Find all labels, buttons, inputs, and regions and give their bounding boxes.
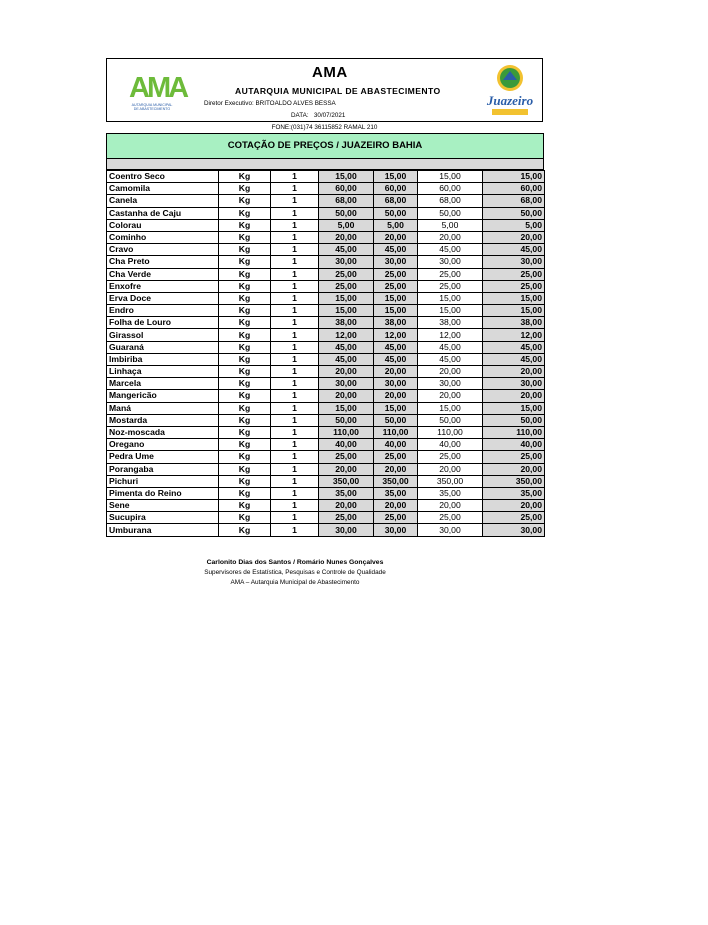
header-full-title: AUTARQUIA MUNICIPAL DE ABASTECIMENTO xyxy=(235,86,441,96)
price-3-cell: 45,00 xyxy=(418,341,483,353)
item-name: Mangericão xyxy=(107,390,219,402)
price-3-cell: 110,00 xyxy=(418,426,483,438)
signature-org: AMA – Autarquia Municipal de Abastecimento xyxy=(230,579,360,586)
signature-role: Supervisores de Estatística, Pesquisas e Controle de Qualidade xyxy=(204,569,386,576)
price-1-cell: 45,00 xyxy=(319,244,374,256)
quantity-cell: 1 xyxy=(271,305,319,317)
average-price-cell: 15,00 xyxy=(483,292,545,304)
price-3-cell: 35,00 xyxy=(418,487,483,499)
table-row xyxy=(107,292,545,304)
price-2-cell: 12,00 xyxy=(374,329,418,341)
quantity-cell: 1 xyxy=(271,256,319,268)
table-row xyxy=(107,524,545,536)
quantity-cell: 1 xyxy=(271,292,319,304)
average-price-cell: 45,00 xyxy=(483,244,545,256)
item-name: Pedra Ume xyxy=(107,451,219,463)
price-3-cell: 25,00 xyxy=(418,512,483,524)
price-1-cell: 20,00 xyxy=(319,231,374,243)
price-3-cell: 20,00 xyxy=(418,390,483,402)
item-name: Imbiriba xyxy=(107,353,219,365)
juazeiro-logo xyxy=(479,62,541,120)
quantity-cell: 1 xyxy=(271,463,319,475)
item-name: Marcela xyxy=(107,378,219,390)
table-row xyxy=(107,353,545,365)
price-1-cell: 45,00 xyxy=(319,341,374,353)
average-price-cell: 20,00 xyxy=(483,231,545,243)
quantity-cell: 1 xyxy=(271,378,319,390)
unit-cell: Kg xyxy=(219,244,271,256)
price-2-cell: 25,00 xyxy=(374,280,418,292)
average-price-cell: 25,00 xyxy=(483,280,545,292)
average-price-cell: 350,00 xyxy=(483,475,545,487)
price-3-cell: 30,00 xyxy=(418,256,483,268)
price-3-cell: 20,00 xyxy=(418,463,483,475)
quantity-cell: 1 xyxy=(271,183,319,195)
document-header xyxy=(106,58,543,122)
unit-cell: Kg xyxy=(219,414,271,426)
table-row xyxy=(107,268,545,280)
director-label: Diretor Executivo: xyxy=(204,100,254,107)
unit-cell: Kg xyxy=(219,451,271,463)
item-name: Cha Preto xyxy=(107,256,219,268)
date-value: 30/07/2021 xyxy=(313,112,346,119)
price-2-cell: 60,00 xyxy=(374,183,418,195)
price-1-cell: 38,00 xyxy=(319,317,374,329)
unit-cell: Kg xyxy=(219,512,271,524)
price-1-cell: 25,00 xyxy=(319,268,374,280)
price-2-cell: 50,00 xyxy=(374,207,418,219)
unit-cell: Kg xyxy=(219,378,271,390)
quantity-cell: 1 xyxy=(271,231,319,243)
price-2-cell: 50,00 xyxy=(374,414,418,426)
unit-cell: Kg xyxy=(219,183,271,195)
table-row xyxy=(107,195,545,207)
quantity-cell: 1 xyxy=(271,524,319,536)
price-1-cell: 68,00 xyxy=(319,195,374,207)
quantity-cell: 1 xyxy=(271,341,319,353)
price-3-cell: 15,00 xyxy=(418,305,483,317)
unit-cell: Kg xyxy=(219,500,271,512)
price-2-cell: 38,00 xyxy=(374,317,418,329)
average-price-cell: 30,00 xyxy=(483,256,545,268)
price-1-cell: 15,00 xyxy=(319,305,374,317)
price-3-cell: 15,00 xyxy=(418,402,483,414)
price-3-cell: 350,00 xyxy=(418,475,483,487)
unit-cell: Kg xyxy=(219,231,271,243)
quantity-cell: 1 xyxy=(271,390,319,402)
price-2-cell: 15,00 xyxy=(374,292,418,304)
item-name: Sene xyxy=(107,500,219,512)
average-price-cell: 38,00 xyxy=(483,317,545,329)
table-row xyxy=(107,305,545,317)
signature-block xyxy=(150,557,440,589)
price-1-cell: 15,00 xyxy=(319,292,374,304)
price-2-cell: 45,00 xyxy=(374,244,418,256)
price-3-cell: 15,00 xyxy=(418,171,483,183)
price-2-cell: 30,00 xyxy=(374,256,418,268)
price-3-cell: 50,00 xyxy=(418,414,483,426)
price-2-cell: 25,00 xyxy=(374,451,418,463)
table-row xyxy=(107,426,545,438)
quantity-cell: 1 xyxy=(271,512,319,524)
price-2-cell: 20,00 xyxy=(374,366,418,378)
price-3-cell: 25,00 xyxy=(418,280,483,292)
unit-cell: Kg xyxy=(219,256,271,268)
item-name: Cha Verde xyxy=(107,268,219,280)
ama-logo-subtitle: AUTARQUIA MUNICIPAL DE ABASTECIMENTO xyxy=(131,103,173,111)
quantity-cell: 1 xyxy=(271,329,319,341)
price-3-cell: 60,00 xyxy=(418,183,483,195)
unit-cell: Kg xyxy=(219,524,271,536)
price-1-cell: 60,00 xyxy=(319,183,374,195)
price-2-cell: 35,00 xyxy=(374,487,418,499)
item-name: Pimenta do Reino xyxy=(107,487,219,499)
quantity-cell: 1 xyxy=(271,353,319,365)
unit-cell: Kg xyxy=(219,366,271,378)
quantity-cell: 1 xyxy=(271,244,319,256)
quantity-cell: 1 xyxy=(271,219,319,231)
price-1-cell: 30,00 xyxy=(319,378,374,390)
price-3-cell: 50,00 xyxy=(418,207,483,219)
item-name: Guaraná xyxy=(107,341,219,353)
table-row xyxy=(107,500,545,512)
quantity-cell: 1 xyxy=(271,195,319,207)
unit-cell: Kg xyxy=(219,305,271,317)
table-row xyxy=(107,219,545,231)
director-name: BRITOALDO ALVES BESSA xyxy=(255,100,336,107)
average-price-cell: 25,00 xyxy=(483,268,545,280)
price-2-cell: 45,00 xyxy=(374,341,418,353)
table-row xyxy=(107,244,545,256)
average-price-cell: 35,00 xyxy=(483,487,545,499)
unit-cell: Kg xyxy=(219,475,271,487)
item-name: Colorau xyxy=(107,219,219,231)
item-name: Noz-moscada xyxy=(107,426,219,438)
signature-names: Carlonito Dias dos Santos / Romário Nunes Gonçalves xyxy=(206,559,384,566)
unit-cell: Kg xyxy=(219,487,271,499)
quote-title: COTAÇÃO DE PREÇOS / JUAZEIRO BAHIA xyxy=(106,133,544,159)
average-price-cell: 20,00 xyxy=(483,500,545,512)
price-1-cell: 30,00 xyxy=(319,256,374,268)
price-1-cell: 40,00 xyxy=(319,439,374,451)
price-3-cell: 20,00 xyxy=(418,366,483,378)
average-price-cell: 25,00 xyxy=(483,512,545,524)
unit-cell: Kg xyxy=(219,195,271,207)
price-2-cell: 15,00 xyxy=(374,171,418,183)
price-table xyxy=(106,170,545,537)
blank-header-row xyxy=(106,159,544,170)
item-name: Enxofre xyxy=(107,280,219,292)
table-row xyxy=(107,378,545,390)
average-price-cell: 5,00 xyxy=(483,219,545,231)
price-1-cell: 45,00 xyxy=(319,353,374,365)
quantity-cell: 1 xyxy=(271,475,319,487)
average-price-cell: 15,00 xyxy=(483,402,545,414)
table-row xyxy=(107,231,545,243)
price-3-cell: 40,00 xyxy=(418,439,483,451)
price-1-cell: 20,00 xyxy=(319,463,374,475)
average-price-cell: 50,00 xyxy=(483,414,545,426)
price-1-cell: 35,00 xyxy=(319,487,374,499)
item-name: Linhaça xyxy=(107,366,219,378)
average-price-cell: 20,00 xyxy=(483,390,545,402)
price-3-cell: 15,00 xyxy=(418,292,483,304)
price-3-cell: 5,00 xyxy=(418,219,483,231)
table-row xyxy=(107,487,545,499)
price-1-cell: 5,00 xyxy=(319,219,374,231)
average-price-cell: 110,00 xyxy=(483,426,545,438)
unit-cell: Kg xyxy=(219,426,271,438)
quantity-cell: 1 xyxy=(271,426,319,438)
item-name: Camomila xyxy=(107,183,219,195)
juazeiro-logo-text: Juazeiro xyxy=(486,93,534,108)
price-1-cell: 20,00 xyxy=(319,366,374,378)
price-2-cell: 20,00 xyxy=(374,500,418,512)
unit-cell: Kg xyxy=(219,280,271,292)
logo-ribbon-icon xyxy=(492,109,528,115)
unit-cell: Kg xyxy=(219,402,271,414)
table-row xyxy=(107,366,545,378)
item-name: Cominho xyxy=(107,231,219,243)
unit-cell: Kg xyxy=(219,390,271,402)
ama-logo xyxy=(129,72,187,117)
item-name: Erva Doce xyxy=(107,292,219,304)
price-3-cell: 20,00 xyxy=(418,500,483,512)
table-row xyxy=(107,280,545,292)
quantity-cell: 1 xyxy=(271,500,319,512)
unit-cell: Kg xyxy=(219,207,271,219)
price-3-cell: 20,00 xyxy=(418,231,483,243)
quantity-cell: 1 xyxy=(271,439,319,451)
price-2-cell: 30,00 xyxy=(374,524,418,536)
quantity-cell: 1 xyxy=(271,171,319,183)
price-1-cell: 20,00 xyxy=(319,500,374,512)
table-row xyxy=(107,329,545,341)
table-row xyxy=(107,256,545,268)
price-2-cell: 45,00 xyxy=(374,353,418,365)
date-line xyxy=(291,112,345,119)
price-1-cell: 15,00 xyxy=(319,171,374,183)
unit-cell: Kg xyxy=(219,341,271,353)
unit-cell: Kg xyxy=(219,292,271,304)
average-price-cell: 30,00 xyxy=(483,524,545,536)
price-1-cell: 110,00 xyxy=(319,426,374,438)
quantity-cell: 1 xyxy=(271,268,319,280)
average-price-cell: 45,00 xyxy=(483,353,545,365)
price-2-cell: 25,00 xyxy=(374,512,418,524)
price-2-cell: 5,00 xyxy=(374,219,418,231)
average-price-cell: 30,00 xyxy=(483,378,545,390)
item-name: Oregano xyxy=(107,439,219,451)
table-row xyxy=(107,512,545,524)
table-row xyxy=(107,414,545,426)
price-2-cell: 110,00 xyxy=(374,426,418,438)
average-price-cell: 20,00 xyxy=(483,463,545,475)
price-3-cell: 45,00 xyxy=(418,353,483,365)
quantity-cell: 1 xyxy=(271,280,319,292)
price-3-cell: 68,00 xyxy=(418,195,483,207)
average-price-cell: 15,00 xyxy=(483,305,545,317)
average-price-cell: 25,00 xyxy=(483,451,545,463)
table-row xyxy=(107,402,545,414)
price-1-cell: 30,00 xyxy=(319,524,374,536)
price-3-cell: 30,00 xyxy=(418,524,483,536)
item-name: Endro xyxy=(107,305,219,317)
item-name: Umburana xyxy=(107,524,219,536)
price-1-cell: 25,00 xyxy=(319,280,374,292)
table-row xyxy=(107,171,545,183)
unit-cell: Kg xyxy=(219,317,271,329)
unit-cell: Kg xyxy=(219,439,271,451)
item-name: Castanha de Caju xyxy=(107,207,219,219)
unit-cell: Kg xyxy=(219,171,271,183)
table-row xyxy=(107,341,545,353)
date-label: DATA: xyxy=(291,112,309,119)
table-row xyxy=(107,317,545,329)
price-1-cell: 50,00 xyxy=(319,207,374,219)
quantity-cell: 1 xyxy=(271,207,319,219)
price-1-cell: 50,00 xyxy=(319,414,374,426)
item-name: Cravo xyxy=(107,244,219,256)
price-2-cell: 68,00 xyxy=(374,195,418,207)
table-row xyxy=(107,475,545,487)
price-1-cell: 25,00 xyxy=(319,512,374,524)
average-price-cell: 45,00 xyxy=(483,341,545,353)
quantity-cell: 1 xyxy=(271,317,319,329)
item-name: Folha de Louro xyxy=(107,317,219,329)
price-1-cell: 25,00 xyxy=(319,451,374,463)
price-2-cell: 20,00 xyxy=(374,231,418,243)
average-price-cell: 15,00 xyxy=(483,171,545,183)
price-3-cell: 30,00 xyxy=(418,378,483,390)
item-name: Canela xyxy=(107,195,219,207)
item-name: Girassol xyxy=(107,329,219,341)
item-name: Sucupira xyxy=(107,512,219,524)
price-2-cell: 25,00 xyxy=(374,268,418,280)
unit-cell: Kg xyxy=(219,219,271,231)
price-1-cell: 15,00 xyxy=(319,402,374,414)
item-name: Porangaba xyxy=(107,463,219,475)
table-row xyxy=(107,451,545,463)
price-2-cell: 350,00 xyxy=(374,475,418,487)
item-name: Pichuri xyxy=(107,475,219,487)
price-3-cell: 25,00 xyxy=(418,451,483,463)
price-2-cell: 40,00 xyxy=(374,439,418,451)
table-row xyxy=(107,183,545,195)
average-price-cell: 20,00 xyxy=(483,366,545,378)
price-3-cell: 38,00 xyxy=(418,317,483,329)
price-1-cell: 350,00 xyxy=(319,475,374,487)
quantity-cell: 1 xyxy=(271,414,319,426)
table-row xyxy=(107,207,545,219)
price-3-cell: 25,00 xyxy=(418,268,483,280)
item-name: Maná xyxy=(107,402,219,414)
item-name: Coentro Seco xyxy=(107,171,219,183)
unit-cell: Kg xyxy=(219,463,271,475)
price-1-cell: 20,00 xyxy=(319,390,374,402)
table-row xyxy=(107,390,545,402)
quantity-cell: 1 xyxy=(271,487,319,499)
average-price-cell: 60,00 xyxy=(483,183,545,195)
quantity-cell: 1 xyxy=(271,402,319,414)
price-table-body xyxy=(107,171,545,537)
unit-cell: Kg xyxy=(219,353,271,365)
director-line xyxy=(204,100,336,107)
average-price-cell: 50,00 xyxy=(483,207,545,219)
price-2-cell: 20,00 xyxy=(374,463,418,475)
quantity-cell: 1 xyxy=(271,451,319,463)
price-2-cell: 20,00 xyxy=(374,390,418,402)
average-price-cell: 12,00 xyxy=(483,329,545,341)
price-2-cell: 15,00 xyxy=(374,402,418,414)
phone-line: FONE:(031)74 36115852 RAMAL 210 xyxy=(271,124,378,131)
price-3-cell: 12,00 xyxy=(418,329,483,341)
price-2-cell: 30,00 xyxy=(374,378,418,390)
price-1-cell: 12,00 xyxy=(319,329,374,341)
average-price-cell: 40,00 xyxy=(483,439,545,451)
average-price-cell: 68,00 xyxy=(483,195,545,207)
header-short-title: AMA xyxy=(312,64,348,81)
unit-cell: Kg xyxy=(219,329,271,341)
ama-logo-letters: AMA xyxy=(129,72,187,104)
item-name: Mostarda xyxy=(107,414,219,426)
price-3-cell: 45,00 xyxy=(418,244,483,256)
quantity-cell: 1 xyxy=(271,366,319,378)
price-2-cell: 15,00 xyxy=(374,305,418,317)
table-row xyxy=(107,439,545,451)
unit-cell: Kg xyxy=(219,268,271,280)
table-row xyxy=(107,463,545,475)
